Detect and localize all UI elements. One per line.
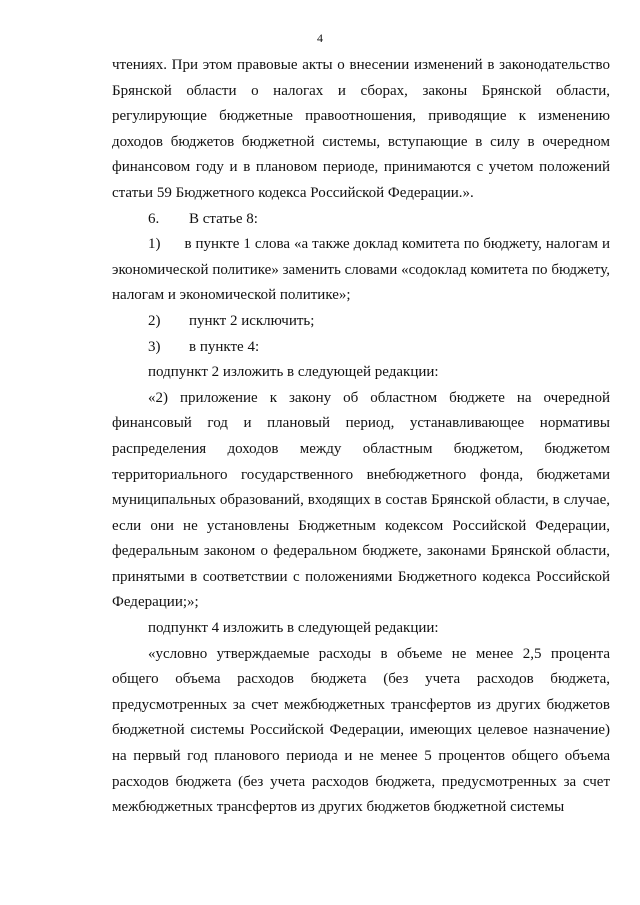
page-number: 4 <box>317 31 323 45</box>
list-item-point-2 <box>112 309 610 335</box>
paragraph-continuation: чтениях. При этом правовые акты о внесении изменений в законодательство Брянской области о налогах и сборах, законы Брянской области, регулирующие бюджетные правоотношения, приводящие к изменению доходов бюджетов бюджетной системы, вступающие в силу в очередном финансовом году и в плановом периоде, принимаются с учетом положений статьи 59 Бюджетного кодекса Российской Федерации.». <box>112 57 610 201</box>
paragraph-subpoint-2-text: «2) приложение к закону об областном бюджете на очередной финансовый год и плановый период, устанавливающее нормативы распределения доходов между областным бюджетом, бюджетом территориального государственного внебюджетного фонда, бюджетами муниципальных образований, входящих в состав Брянской области, в случае, если они не установлены Бюджетным кодексом Российской Федерации, федеральным законом о федеральном бюджете, законами Брянской области, принятыми в соответствии с положениями Бюджетного кодекса Российской Федерации;»; <box>112 389 610 611</box>
list-item-point-3 <box>112 335 610 361</box>
item-text: пункт 2 исключить; <box>189 312 315 329</box>
paragraph-subpoint-2-intro: подпункт 2 изложить в следующей редакции: <box>148 364 439 381</box>
item-number: 3) <box>148 338 161 355</box>
paragraph-subpoint-4-intro: подпункт 4 изложить в следующей редакции: <box>148 620 439 637</box>
item-text: в пункте 4: <box>189 338 260 355</box>
paragraph-subpoint-4-text: «условно утверждаемые расходы в объеме не менее 2,5 процента общего объема расходов бюджета (без учета расходов бюджета, предусмотренных за счет межбюджетных трансфертов из других бюджетов бюджетной системы Российской Федерации, имеющих целевое назначение) на первый год планового периода и не менее 5 процентов общего объема расходов бюджета (без учета расходов бюджета, предусмотренных за счет межбюджетных трансфертов из других бюджетов бюджетной системы <box>112 645 610 816</box>
item-number: 2) <box>148 312 161 329</box>
paragraph-point-1: 1) в пункте 1 слова «а также доклад комитета по бюджету, налогам и экономической политике» заменить словами «содоклад комитета по бюджету, налогам и экономической политике»; <box>112 236 610 304</box>
list-item-article-8 <box>112 207 610 233</box>
document-body <box>112 53 610 821</box>
item-text: В статье 8: <box>189 210 258 227</box>
item-number: 6. <box>148 210 160 227</box>
